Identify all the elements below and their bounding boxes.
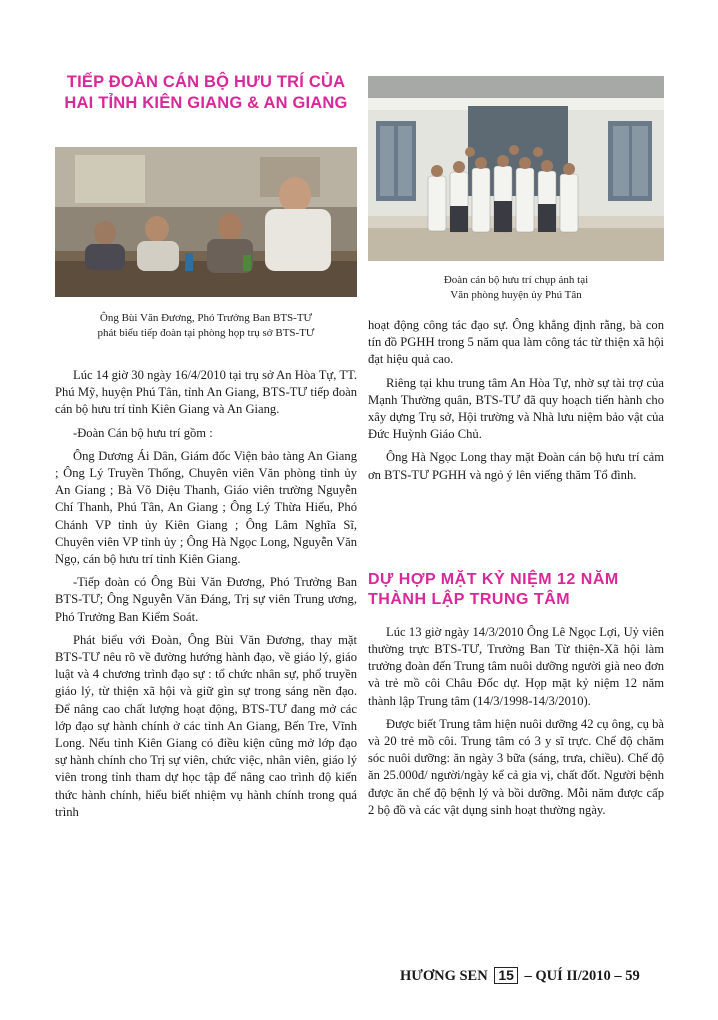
magazine-name: HƯƠNG SEN	[400, 968, 488, 984]
article1-headline	[55, 72, 357, 114]
article1-paragraph: Ông Hà Ngọc Long thay mặt Đoàn cán bộ hưu trí cảm ơn BTS-TƯ PGHH và ngỏ ý lên viếng thăm Tổ đình.	[368, 450, 664, 482]
meeting-photo-caption-line1: Ông Bùi Văn Đương, Phó Trưởng Ban BTS-TƯ	[99, 312, 313, 324]
group-photo	[368, 76, 664, 261]
article1-continuation: hoạt động công tác đạo sự. Ông khẳng định rằng, bà con tín đồ PGHH trong 5 năm qua làm công tác từ thiện xã hội đạt hiệu quả cao.	[368, 318, 664, 367]
article1-paragraph: Ông Dương Ái Dân, Giám đốc Viện bảo tàng An Giang ; Ông Lý Truyền Thống, Chuyên viên Văn phòng tỉnh ủy An Giang ; Bà Võ Diệu Thanh, Giáo viên trường Nguyễn Chí Thanh, Phú Tân, An Giang ; Ông Lý Thừa Hiếu, Phó Chánh VP tỉnh ủy Kiên Giang ; Ông Lâm Nghĩa Sĩ, Chuyên viên VP tỉnh ủy ; Ông Hà Ngọc Long, Nguyễn Văn Ngọ, cán bộ hưu trí tỉnh Kiên Giang.	[55, 448, 357, 567]
article2-headline-line1: DỰ HỢP MẶT KỶ NIỆM 12 NĂM	[368, 570, 619, 588]
group-photo-caption-line1: Đoàn cán bộ hưu trí chụp ảnh tại	[443, 274, 589, 286]
meeting-photo-image	[55, 147, 357, 297]
article2-paragraph: Lúc 13 giờ ngày 14/3/2010 Ông Lê Ngọc Lợi, Uỷ viên thường trực BTS-TƯ, Trưởng Ban Từ thiện-Xã hội làm trưởng đoàn đến Trung tâm nuôi dưỡng người già neo đơn và trẻ mồ côi Châu Đốc dự. Họp mặt kỷ niệm 12 năm thành lập Trung tâm (14/3/1998-14/3/2010).	[368, 624, 664, 708]
article2-headline-line2: THÀNH LẬP TRUNG TÂM	[368, 590, 571, 608]
page-footer	[400, 967, 670, 985]
group-photo-caption	[368, 273, 664, 303]
meeting-photo-caption	[55, 311, 357, 341]
article2-headline	[368, 570, 664, 610]
right-column	[368, 72, 664, 825]
group-photo-caption-line2: Văn phòng huyện ủy Phú Tân	[450, 289, 582, 301]
article1-paragraph: -Đoàn Cán bộ hưu trí gồm :	[73, 425, 213, 440]
article2-body	[368, 624, 664, 819]
article1-right-body	[368, 317, 664, 484]
left-column	[55, 72, 357, 827]
issue-info: – QUÍ II/2010 – 59	[524, 968, 640, 984]
page-number: 15	[494, 967, 518, 984]
article1-paragraph: Phát biểu với Đoàn, Ông Bùi Văn Đương, thay mặt BTS-TƯ nêu rõ về đường hướng hành đạo, về giáo lý, giáo luật và 4 chương trình đạo sự : tổ chức nhân sự, phổ truyền giáo lý, từ thiện xã hội và giữ gìn sự trong sáng nền đạo. Để nâng cao chất lượng hoạt động, BTS-TƯ đang mở các lớp đạo sự hành chính ở các tỉnh An Giang, Bến Tre, Vĩnh Long. Nếu tỉnh Kiên Giang có điều kiện cũng mở lớp đạo sự hành chính cho Trị sự viên, chức việc, nhân viên, giáo lý viên trong tỉnh tham dự học tập để nâng cao trình độ kiến thức hành chính, hiểu biết nhiệm vụ hành chính trong quá trình	[55, 632, 357, 819]
meeting-photo	[55, 147, 357, 297]
meeting-photo-caption-line2: phát biểu tiếp đoàn tại phòng họp trụ sở BTS-TƯ	[97, 327, 315, 339]
article1-headline-line1: TIẾP ĐOÀN CÁN BỘ HƯU TRÍ CỦA	[66, 73, 346, 91]
article2-paragraph: Được biết Trung tâm hiện nuôi dưỡng 42 cụ ông, cụ bà và 20 trẻ mồ côi. Trung tâm có 3 y sĩ trực. Chế độ chăm sóc nuôi dưỡng: ăn ngày 3 bữa (sáng, trưa, chiều). Chế độ ăn 25.000đ/ người/ngày kể cả gia vị, chất đốt. Người bệnh được ăn chế độ bệnh lý và bồi dưỡng. Mỗi năm được cấp 2 bộ đồ và các vật dụng sinh hoạt thường ngày.	[368, 716, 664, 817]
article1-paragraph: Riêng tại khu trung tâm An Hòa Tự, nhờ sự tài trợ của Mạnh Thường quân, BTS-TƯ đã quy hoạch tiến hành cho xây dựng Trụ sở, Hội trường và Nhà lưu niệm bảo vật của Đức Huỳnh Giáo Chủ.	[368, 375, 664, 442]
article1-paragraph: Lúc 14 giờ 30 ngày 16/4/2010 tại trụ sở An Hòa Tự, TT. Phú Mỹ, huyện Phú Tân, tỉnh An Giang, BTS-TƯ tiếp đoàn cán bộ hưu trí tỉnh Kiên Giang và An Giang.	[55, 368, 357, 417]
article1-headline-line2: HAI TỈNH KIÊN GIANG & AN GIANG	[64, 94, 348, 112]
article1-paragraph: -Tiếp đoàn có Ông Bùi Văn Đương, Phó Trưởng Ban BTS-TƯ; Ông Nguyễn Văn Đáng, Trị sự viên Trung ương, Phó Trưởng Ban Kiểm Soát.	[55, 575, 357, 624]
article1-left-body	[55, 367, 357, 821]
group-photo-image	[368, 76, 664, 261]
